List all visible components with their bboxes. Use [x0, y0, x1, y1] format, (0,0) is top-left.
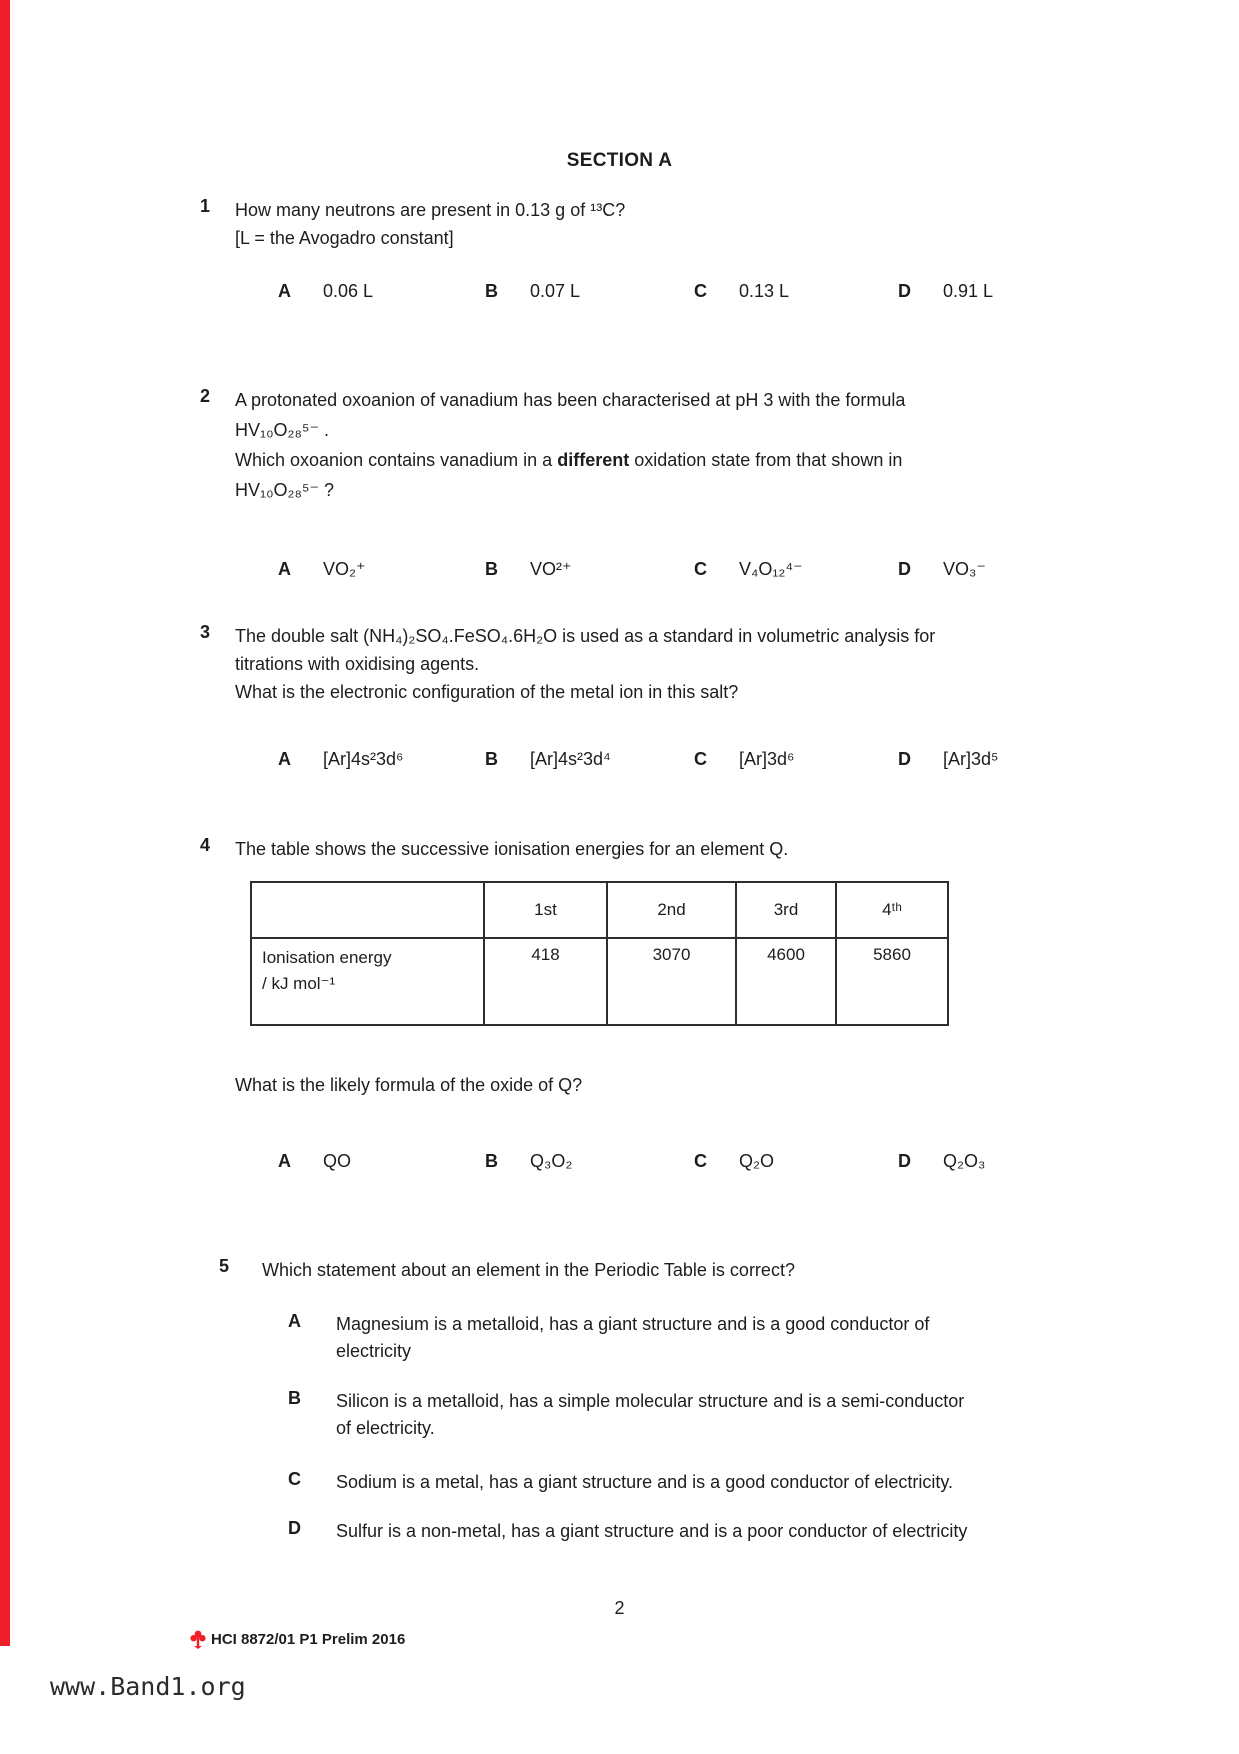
- question-number: 5: [219, 1256, 230, 1276]
- option-c: [694, 559, 898, 580]
- footer-doc-ref: [190, 1630, 405, 1649]
- option-a: [278, 1151, 485, 1172]
- question-5-option-b: [288, 1388, 964, 1442]
- option-value: QO: [323, 1151, 352, 1171]
- option-letter: D: [898, 749, 911, 769]
- option-b: [485, 559, 694, 580]
- question-3: [200, 622, 1100, 706]
- text-segment: Which oxoanion contains vanadium in a: [235, 450, 558, 470]
- option-value: Q₂O: [739, 1151, 774, 1171]
- option-value: V₄O₁₂⁴⁻: [739, 559, 803, 579]
- question-number: 1: [200, 196, 211, 216]
- question-5-option-a: [288, 1311, 929, 1365]
- question-4-subquestion: What is the likely formula of the oxide of Q?: [235, 1075, 583, 1095]
- statement-line: of electricity.: [336, 1418, 435, 1438]
- question-text-line: [235, 446, 1100, 474]
- text-segment: oxidation state from that shown in: [629, 450, 903, 470]
- option-letter: C: [694, 749, 707, 769]
- table-header-4th: 4ᵗʰ: [836, 882, 948, 938]
- question-text-line: The double salt (NH₄)₂SO₄.FeSO₄.6H₂O is used as a standard in volumetric analysis for: [235, 626, 936, 646]
- option-value: [Ar]3d⁵: [943, 749, 999, 769]
- option-a: [278, 559, 485, 580]
- row-label-line: Ionisation energy: [262, 948, 392, 967]
- band1-logo-icon: [190, 1630, 206, 1649]
- option-letter: C: [694, 281, 707, 301]
- question-text-line: How many neutrons are present in 0.13 g of ¹³C?: [235, 200, 626, 220]
- statement-line: Magnesium is a metalloid, has a giant structure and is a good conductor of: [336, 1314, 930, 1334]
- option-d: [898, 749, 1078, 770]
- chemical-formula: HV₁₀O₂₈⁵⁻ .: [235, 420, 329, 440]
- question-3-options: [278, 749, 1078, 770]
- option-letter: B: [485, 559, 498, 579]
- option-letter: A: [278, 559, 291, 579]
- emphasized-word: different: [557, 450, 630, 470]
- statement-line: Sulfur is a non-metal, has a giant structure and is a poor conductor of electricity: [336, 1521, 968, 1541]
- chemical-formula: HV₁₀O₂₈⁵⁻ ?: [235, 480, 334, 500]
- option-value: 0.06 L: [323, 281, 374, 301]
- option-letter: B: [485, 1151, 498, 1171]
- question-text-line: Which statement about an element in the Periodic Table is correct?: [262, 1260, 795, 1280]
- question-2-options: [278, 559, 1078, 580]
- question-4-options: [278, 1151, 1078, 1172]
- option-letter: A: [278, 1151, 291, 1171]
- question-number: 4: [200, 835, 211, 855]
- page-number: 2: [614, 1598, 625, 1618]
- statement-line: electricity: [336, 1341, 412, 1361]
- doc-ref-text: HCI 8872/01 P1 Prelim 2016: [211, 1631, 406, 1648]
- option-value: [Ar]4s²3d⁶: [323, 749, 404, 769]
- option-letter: B: [485, 281, 498, 301]
- option-letter: C: [288, 1469, 301, 1489]
- option-letter: A: [278, 749, 291, 769]
- table-header-empty: [251, 882, 484, 938]
- option-value: [Ar]4s²3d⁴: [530, 749, 611, 769]
- option-b: [485, 281, 694, 302]
- option-value: VO₂⁺: [323, 559, 366, 579]
- statement-line: Silicon is a metalloid, has a simple molecular structure and is a semi-conductor: [336, 1391, 965, 1411]
- option-letter: B: [288, 1388, 301, 1408]
- table-row-label: [251, 938, 484, 1025]
- option-letter: C: [694, 1151, 707, 1171]
- option-value: 0.91 L: [943, 281, 994, 301]
- option-c: [694, 1151, 898, 1172]
- option-value: VO²⁺: [530, 559, 572, 579]
- option-d: [898, 559, 1078, 580]
- statement-line: Sodium is a metal, has a giant structure and is a good conductor of electricity.: [336, 1472, 953, 1492]
- section-title: SECTION A: [566, 150, 673, 171]
- option-c: [694, 749, 898, 770]
- question-1: [200, 196, 1100, 252]
- question-5-option-d: [288, 1518, 967, 1545]
- question-text-line: [L = the Avogadro constant]: [235, 228, 454, 248]
- option-letter: A: [288, 1311, 301, 1331]
- option-value: Q₃O₂: [530, 1151, 573, 1171]
- option-value: Q₂O₃: [943, 1151, 986, 1171]
- question-text-line: The table shows the successive ionisation energies for an element Q.: [235, 839, 789, 859]
- question-text-line: titrations with oxidising agents.: [235, 654, 480, 674]
- question-4: [200, 835, 1100, 863]
- option-a: [278, 281, 485, 302]
- option-b: [485, 1151, 694, 1172]
- table-cell-value: 5860: [836, 938, 948, 1025]
- ionisation-energy-table: [250, 881, 949, 1026]
- option-letter: C: [694, 559, 707, 579]
- option-b: [485, 749, 694, 770]
- row-label-line: / kJ mol⁻¹: [262, 974, 336, 993]
- option-letter: D: [288, 1518, 301, 1538]
- question-text-line: A protonated oxoanion of vanadium has been characterised at pH 3 with the formula: [235, 390, 906, 410]
- question-number: 2: [200, 386, 211, 406]
- question-5-option-c: [288, 1469, 953, 1496]
- table-header-2nd: 2nd: [607, 882, 736, 938]
- watermark-url: www.Band1.org: [50, 1672, 246, 1701]
- left-edge-red-bar: [0, 0, 10, 1646]
- question-text-line: What is the electronic configuration of the metal ion in this salt?: [235, 682, 739, 702]
- question-number: 3: [200, 622, 211, 642]
- table-cell-value: 3070: [607, 938, 736, 1025]
- option-a: [278, 749, 485, 770]
- option-letter: D: [898, 281, 911, 301]
- question-5: [219, 1256, 1119, 1284]
- option-d: [898, 281, 1078, 302]
- table-data-row: [251, 938, 948, 1025]
- option-c: [694, 281, 898, 302]
- option-letter: B: [485, 749, 498, 769]
- option-value: VO₃⁻: [943, 559, 986, 579]
- table-header-1st: 1st: [484, 882, 607, 938]
- table-cell-value: 418: [484, 938, 607, 1025]
- table-cell-value: 4600: [736, 938, 836, 1025]
- option-value: 0.07 L: [530, 281, 581, 301]
- table-header-3rd: 3rd: [736, 882, 836, 938]
- option-value: [Ar]3d⁶: [739, 749, 795, 769]
- option-letter: D: [898, 1151, 911, 1171]
- table-header-row: [251, 882, 948, 938]
- option-letter: A: [278, 281, 291, 301]
- option-letter: D: [898, 559, 911, 579]
- question-1-options: [278, 281, 1078, 302]
- question-2: [200, 386, 1100, 506]
- option-d: [898, 1151, 1078, 1172]
- option-value: 0.13 L: [739, 281, 790, 301]
